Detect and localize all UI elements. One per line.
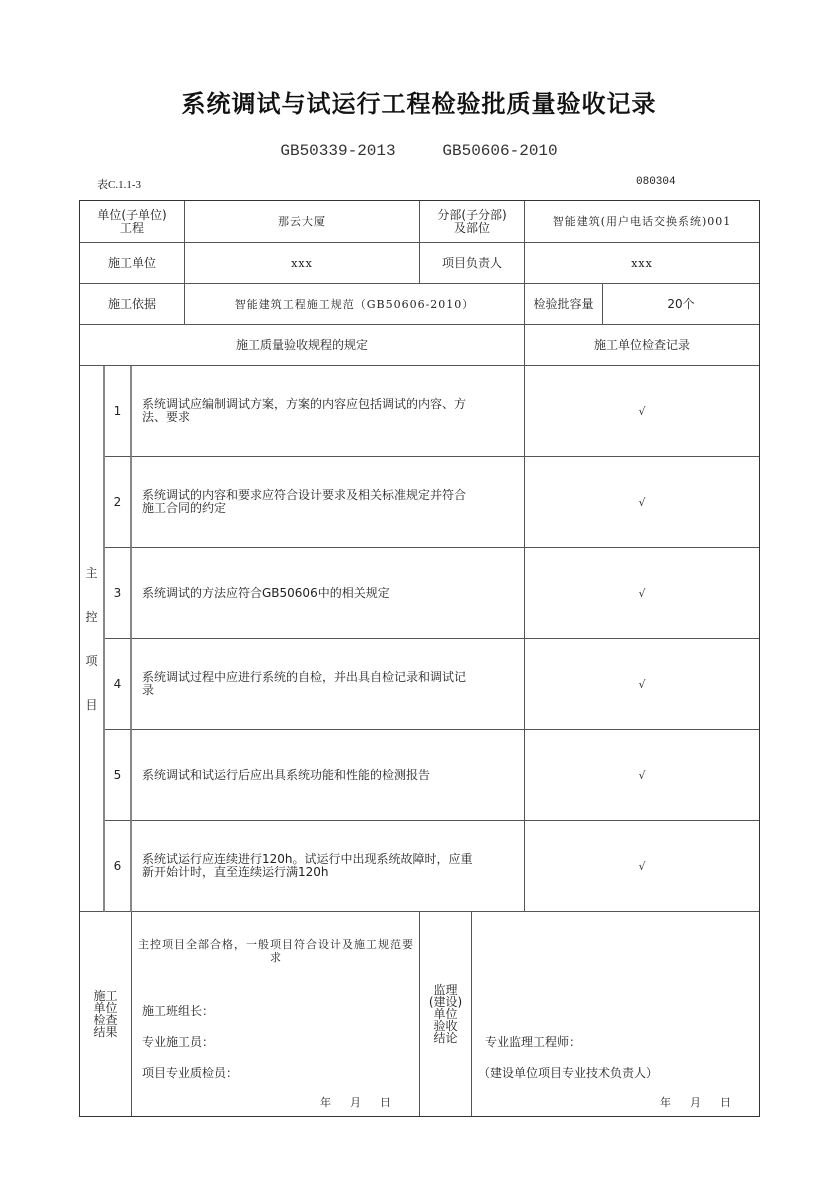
item-requirement: 系统调试过程中应进行系统的自检，并出具自检记录和调试记录 (132, 639, 525, 730)
owner-representative-label: （建设单位项目专业技术负责人） (478, 1066, 659, 1080)
item-requirement: 系统调试的内容和要求应符合设计要求及相关标准规定并符合施工合同的约定 (132, 457, 525, 548)
form-code: 080304 (636, 176, 676, 188)
project-manager-label: 项目负责人 (420, 243, 525, 284)
contractor-value: xxx (185, 243, 420, 284)
item-number: 6 (105, 821, 132, 912)
item-number: 5 (105, 730, 132, 821)
label-line: (建设) (428, 995, 463, 1009)
requirements-column-header: 施工质量验收规程的规定 (80, 325, 525, 366)
item-requirement: 系统试运行应连续进行120h。试运行中出现系统故障时，应重新开始计时，直至连续运行满120h (132, 821, 525, 912)
label-line: 单位 (93, 1001, 118, 1015)
item-requirement: 系统调试和试运行后应出具系统功能和性能的检测报告 (132, 730, 525, 821)
sub-division-value: 智能建筑(用户电话交换系统)001 (525, 201, 760, 243)
contractor-conclusion: 主控项目全部合格，一般项目符合设计及施工规范要求 (138, 938, 414, 964)
unit-project-label: 单位(子单位) 工程 (80, 201, 185, 243)
standards-reference: GB50339-2013 GB50606-2010 (280, 142, 558, 160)
group-char: 项 (85, 653, 98, 668)
item-number: 2 (105, 457, 132, 548)
batch-capacity-label: 检验批容量 (525, 284, 603, 325)
item-check-record: √ (525, 821, 760, 912)
main-control-items-label (80, 366, 105, 912)
label-line: 结果 (93, 1025, 118, 1039)
item-number: 4 (105, 639, 132, 730)
label-line: 施工 (93, 989, 118, 1003)
label-line: 验收 (433, 1019, 458, 1033)
construction-basis-label: 施工依据 (80, 284, 185, 325)
contractor-result-label (80, 912, 132, 1117)
group-char: 主 (85, 565, 98, 580)
construction-worker-signature-label: 专业施工员： (142, 1035, 215, 1049)
sub-division-label: 分部(子分部) 及部位 (420, 201, 525, 243)
construction-basis-value: 智能建筑工程施工规范（GB50606-2010） (185, 284, 525, 325)
item-number: 3 (105, 548, 132, 639)
group-char: 控 (85, 609, 98, 624)
team-leader-signature-label: 施工班组长： (142, 1004, 215, 1018)
quality-inspector-signature-label: 项目专业质检员： (142, 1066, 239, 1080)
supervising-engineer-signature-label: 专业监理工程师： (485, 1035, 582, 1049)
group-char: 目 (85, 697, 98, 712)
item-check-record: √ (525, 457, 760, 548)
label-line: 结论 (433, 1031, 458, 1045)
item-check-record: √ (525, 366, 760, 457)
label-line: 监理 (433, 983, 458, 997)
label-line: 单位 (433, 1007, 458, 1021)
record-column-header: 施工单位检查记录 (525, 325, 760, 366)
contractor-label: 施工单位 (80, 243, 185, 284)
label-line: 检查 (93, 1013, 118, 1027)
item-check-record: √ (525, 548, 760, 639)
batch-capacity-value: 20个 (603, 284, 760, 325)
supervision-conclusion-label (420, 912, 472, 1117)
item-requirement: 系统调试应编制调试方案，方案的内容应包括调试的内容、方法、要求 (132, 366, 525, 457)
unit-project-value: 那云大厦 (185, 201, 420, 243)
form-number: 表C.1.1-3 (97, 179, 141, 191)
document-title: 系统调试与试运行工程检验批质量验收记录 (181, 90, 657, 118)
item-check-record: √ (525, 730, 760, 821)
item-number: 1 (105, 366, 132, 457)
supervision-result-area (472, 912, 760, 1117)
project-manager-value: xxx (525, 243, 760, 284)
supervision-date: 年 月 日 (660, 1096, 732, 1109)
contractor-date: 年 月 日 (320, 1096, 392, 1109)
item-check-record: √ (525, 639, 760, 730)
item-requirement: 系统调试的方法应符合GB50606中的相关规定 (132, 548, 525, 639)
